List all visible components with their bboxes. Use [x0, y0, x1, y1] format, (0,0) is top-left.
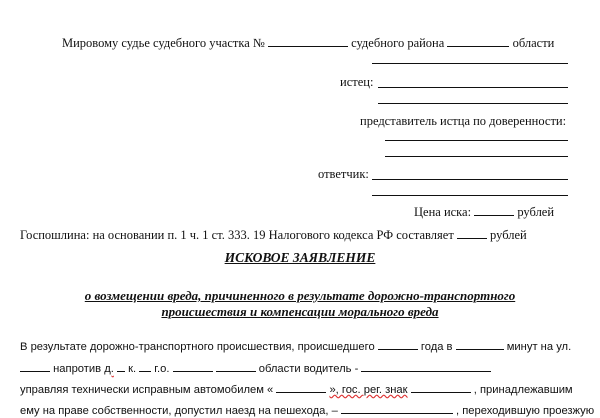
time-blank[interactable]: [456, 339, 504, 350]
body-line-3: [20, 382, 573, 396]
representative-line-1[interactable]: [385, 140, 568, 141]
body-text: области водитель -: [258, 363, 359, 375]
defendant-label: ответчик:: [318, 167, 369, 181]
body-line-2: [20, 361, 491, 375]
body-text: , переходившую проезжую: [456, 405, 595, 417]
body-text: управляя технически исправным автомобилем «: [20, 384, 274, 396]
document-subtitle-2: происшествия и компенсации морального вреда: [161, 304, 439, 319]
claim-price-blank[interactable]: [474, 205, 514, 216]
car-brand-blank[interactable]: [276, 382, 326, 393]
fee-unit: рублей: [490, 228, 527, 242]
oblast-blank[interactable]: [216, 361, 256, 372]
representative-row: [360, 114, 566, 129]
body-text: ему на праве собственности, допустил наезд на пешехода, –: [20, 405, 338, 417]
street-blank[interactable]: [20, 361, 50, 372]
claim-price-label: Цена иска:: [414, 205, 472, 219]
document-title: ИСКОВОЕ ЗАЯВЛЕНИЕ: [224, 250, 376, 265]
body-line-4: [20, 403, 594, 417]
body-text: к.: [128, 363, 137, 375]
fee-row: [20, 228, 527, 243]
body-text: напротив: [53, 363, 102, 375]
house-blank[interactable]: [117, 361, 125, 372]
body-text: минут на ул.: [506, 341, 572, 353]
body-line-1: [20, 339, 571, 353]
judge-prefix: Мировому судье судебного участка №: [62, 36, 265, 50]
court-number-blank[interactable]: [268, 36, 348, 47]
document-subtitle-1: о возмещении вреда, причиненного в результате дорожно-транспортного: [84, 288, 516, 303]
representative-line-2[interactable]: [385, 156, 568, 157]
plaintiff-line-1[interactable]: [378, 87, 568, 88]
plaintiff-row: [340, 75, 373, 90]
defendant-line-1[interactable]: [372, 179, 568, 180]
representative-label: представитель истца по доверенности:: [360, 114, 567, 128]
body-text: д.: [104, 363, 114, 375]
plaintiff-line-2[interactable]: [378, 103, 568, 104]
fee-text: Госпошлина: на основании п. 1 ч. 1 ст. 333. 19 Налогового кодекса РФ составляет: [20, 228, 454, 242]
judge-extra-line[interactable]: [372, 63, 568, 64]
fee-blank[interactable]: [457, 228, 487, 239]
defendant-row: [318, 167, 369, 182]
plaintiff-label: истец:: [340, 75, 374, 89]
claim-price-unit: рублей: [517, 205, 555, 219]
body-text: », гос. рег. знак: [329, 384, 408, 396]
body-text: В результате дорожно-транспортного происшествия, происшедшего: [20, 341, 375, 353]
body-text: г.о.: [154, 363, 170, 375]
city-blank[interactable]: [173, 361, 213, 372]
judge-region: области: [512, 36, 555, 50]
defendant-line-2[interactable]: [372, 195, 568, 196]
pedestrian-blank[interactable]: [341, 403, 453, 414]
body-text: , принадлежавшим: [473, 384, 573, 396]
date-blank[interactable]: [378, 339, 418, 350]
claim-price-row: [414, 205, 554, 220]
region-blank[interactable]: [447, 36, 509, 47]
judge-line: [62, 36, 554, 51]
driver-blank[interactable]: [361, 361, 491, 372]
building-blank[interactable]: [139, 361, 151, 372]
reg-number-blank[interactable]: [411, 382, 471, 393]
judge-district: судебного района: [351, 36, 445, 50]
body-text: года в: [420, 341, 453, 353]
